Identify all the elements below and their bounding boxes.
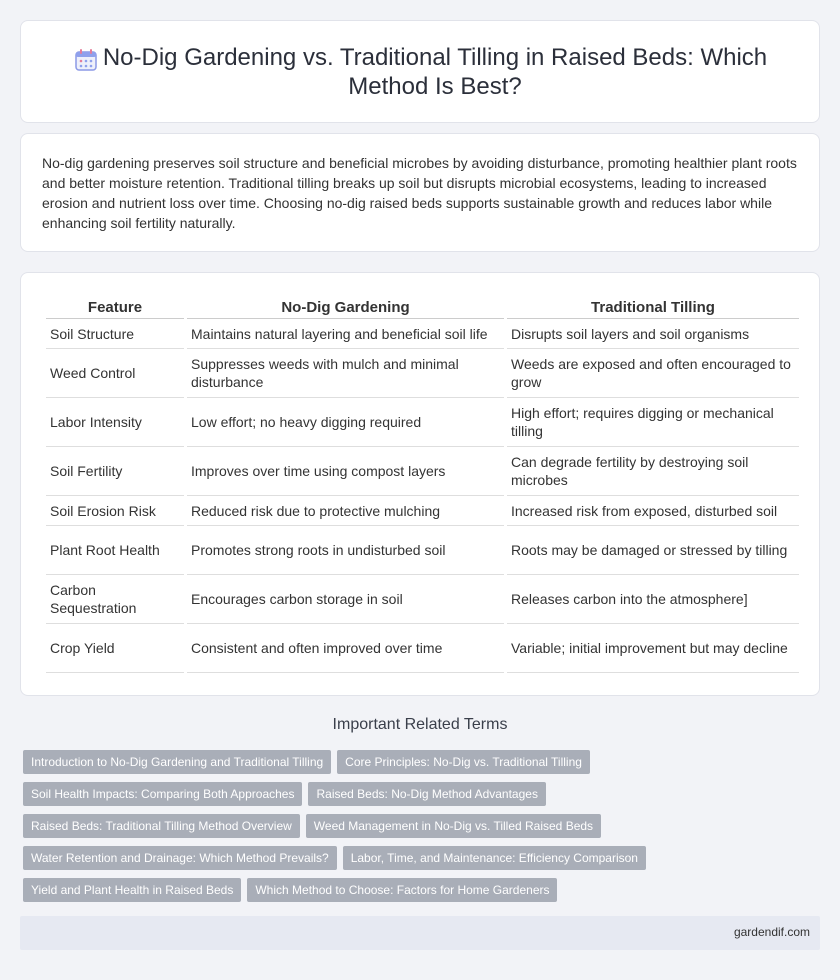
feature-cell: Soil Fertility <box>46 447 184 496</box>
feature-cell: Plant Root Health <box>46 526 184 575</box>
tilling-cell: Can degrade fertility by destroying soil microbes <box>507 447 799 496</box>
no-dig-cell: Encourages carbon storage in soil <box>187 575 504 624</box>
tilling-cell: Increased risk from exposed, disturbed soil <box>507 496 799 526</box>
related-term-tag[interactable]: Weed Management in No-Dig vs. Tilled Raised Beds <box>306 814 601 838</box>
page-title: No-Dig Gardening vs. Traditional Tilling in Raised Beds: Which Method Is Best? <box>102 44 768 100</box>
related-term-tag[interactable]: Water Retention and Drainage: Which Method Prevails? <box>23 846 337 870</box>
related-term-tag[interactable]: Raised Beds: No-Dig Method Advantages <box>308 782 545 806</box>
table-row <box>46 575 799 624</box>
no-dig-cell: Promotes strong roots in undisturbed soil <box>187 526 504 575</box>
table-row <box>46 349 799 398</box>
tilling-cell: Variable; initial improvement but may decline <box>507 624 799 673</box>
feature-cell: Soil Erosion Risk <box>46 496 184 526</box>
column-header-tilling: Traditional Tilling <box>507 295 799 319</box>
tilling-cell: Disrupts soil layers and soil organisms <box>507 319 799 349</box>
feature-cell: Weed Control <box>46 349 184 398</box>
intro-card <box>20 133 820 252</box>
comparison-table <box>43 295 802 673</box>
table-header-row <box>46 295 799 319</box>
column-header-feature: Feature <box>46 295 184 319</box>
tilling-cell: High effort; requires digging or mechanical tilling <box>507 398 799 447</box>
comparison-table-card <box>20 272 820 696</box>
column-header-no-dig: No-Dig Gardening <box>187 295 504 319</box>
table-row <box>46 319 799 349</box>
no-dig-cell: Maintains natural layering and beneficial soil life <box>187 319 504 349</box>
intro-paragraph: No-dig gardening preserves soil structure and beneficial microbes by avoiding disturbance, promoting healthier plant roots and better moisture retention. Traditional tilling breaks up soil but disrupts microbial ecosystems, leading to increased erosion and nutrient loss over time. Choosing no-dig raised beds supports sustainable growth and reduces labor while enhancing soil fertility naturally. <box>42 155 797 231</box>
no-dig-cell: Reduced risk due to protective mulching <box>187 496 504 526</box>
related-term-tag[interactable]: Core Principles: No-Dig vs. Traditional Tilling <box>337 750 590 774</box>
feature-cell: Carbon Sequestration <box>46 575 184 624</box>
header-card <box>20 20 820 123</box>
related-term-tag[interactable]: Yield and Plant Health in Raised Beds <box>23 878 241 902</box>
related-term-tag[interactable]: Soil Health Impacts: Comparing Both Approaches <box>23 782 302 806</box>
related-term-tag[interactable]: Labor, Time, and Maintenance: Efficiency Comparison <box>343 846 646 870</box>
feature-cell: Soil Structure <box>46 319 184 349</box>
no-dig-cell: Improves over time using compost layers <box>187 447 504 496</box>
no-dig-cell: Suppresses weeds with mulch and minimal disturbance <box>187 349 504 398</box>
no-dig-cell: Consistent and often improved over time <box>187 624 504 673</box>
table-row <box>46 624 799 673</box>
table-row <box>46 526 799 575</box>
table-row <box>46 447 799 496</box>
tilling-cell: Weeds are exposed and often encouraged to grow <box>507 349 799 398</box>
related-term-tag[interactable]: Introduction to No-Dig Gardening and Traditional Tilling <box>23 750 331 774</box>
tilling-cell: Roots may be damaged or stressed by tilling <box>507 526 799 575</box>
footer <box>20 916 820 950</box>
related-term-tag[interactable]: Raised Beds: Traditional Tilling Method Overview <box>23 814 300 838</box>
feature-cell: Labor Intensity <box>46 398 184 447</box>
footer-domain-link[interactable]: gardendif.com <box>733 925 810 939</box>
no-dig-cell: Low effort; no heavy digging required <box>187 398 504 447</box>
related-terms-heading: Important Related Terms <box>332 716 508 733</box>
related-terms-list <box>23 750 823 910</box>
related-term-tag[interactable]: Which Method to Choose: Factors for Home Gardeners <box>247 878 557 902</box>
table-row <box>46 496 799 526</box>
tilling-cell: Releases carbon into the atmosphere] <box>507 575 799 624</box>
table-row <box>46 398 799 447</box>
feature-cell: Crop Yield <box>46 624 184 673</box>
